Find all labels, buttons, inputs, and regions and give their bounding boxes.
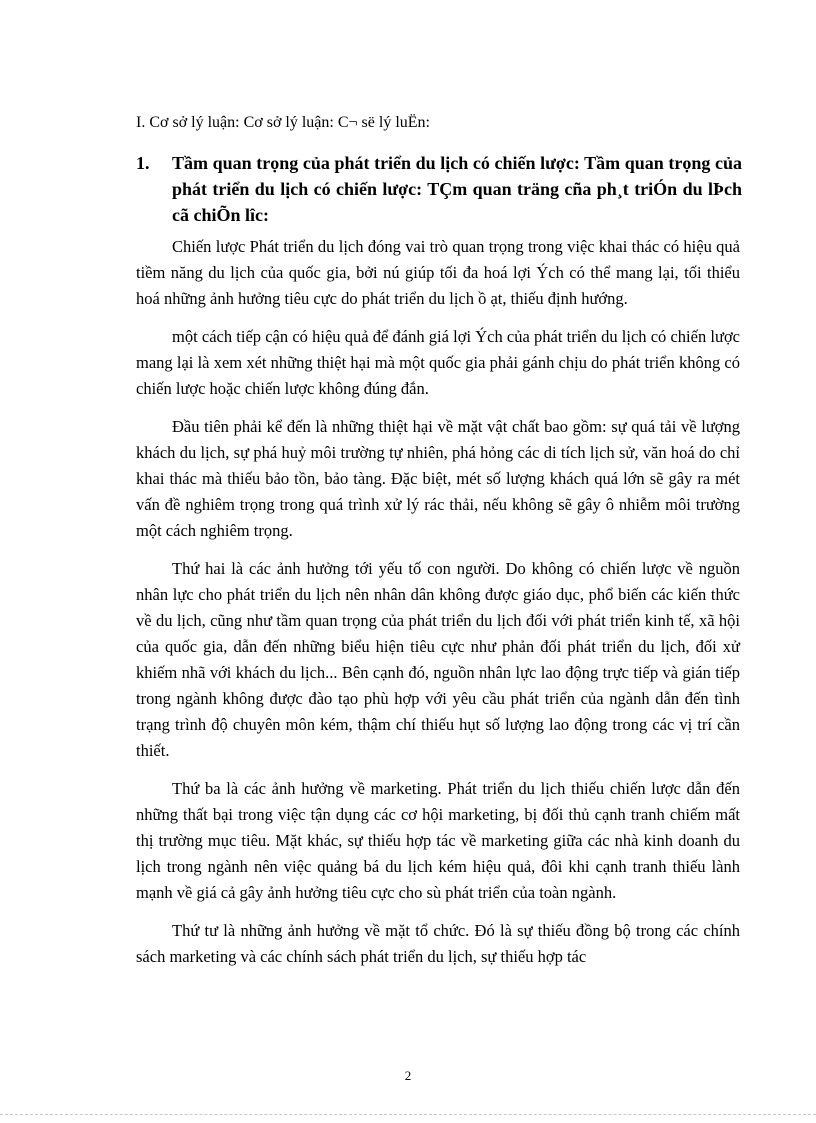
paragraph: Thứ ba là các ảnh hưởng về marketing. Phát triển du lịch thiếu chiến lược dẫn đến những thất bại trong việc tận dụng các cơ hội marketing, bị đối thủ cạnh tranh chiếm mất thị trường mục tiêu. Mặt khác, sự thiếu hợp tác về marketing giữa các nhà kinh doanh du lịch trong ngành nên việc quảng bá du lịch kém hiệu quả, đôi khi cạnh tranh thiếu lành mạnh về giá cả gây ảnh hưởng tiêu cực cho sù phát triển của toàn ngành. — [136, 779, 740, 902]
page-bottom-divider — [0, 1114, 816, 1115]
paragraph: Thứ hai là các ảnh hưởng tới yếu tố con người. Do không có chiến lược về nguồn nhân lực cho phát triển du lịch nên nhân dân không được giáo dục, phổ biến các kiến thức về du lịch, cũng như tầm quan trọng của phát triển du lịch đối với phát triển kinh tế, xã hội của quốc gia, dẫn đến những biểu hiện tiêu cực như phản đối phát triển du lịch, đối xử khiếm nhã với khách du lịch... Bên cạnh đó, nguồn nhân lực lao động trực tiếp và gián tiếp trong ngành không được đào tạo phù hợp với yêu cầu phát triển của ngành dẫn đến tình trạng trình độ chuyên môn kém, thậm chí thiếu hụt số lượng lao động trong các vị trí cần thiết. — [136, 559, 740, 760]
body-text — [136, 234, 740, 982]
section-heading: I. Cơ sở lý luận: Cơ sở lý luận: C¬ së lý luËn: — [136, 114, 430, 131]
page-number: 2 — [404, 1068, 412, 1083]
subheading — [136, 150, 742, 228]
paragraph: Thứ tư là những ảnh hưởng về mặt tổ chức. Đó là sự thiếu đồng bộ trong các chính sách marketing và các chính sách phát triển du lịch, sự thiếu hợp tác — [136, 921, 740, 966]
subheading-number: 1. — [136, 153, 150, 173]
paragraph: Đầu tiên phải kể đến là những thiệt hại về mặt vật chất bao gồm: sự quá tải về lượng khách du lịch, sự phá huỷ môi trường tự nhiên, phá hỏng các di tích lịch sử, văn hoá do chỉ khai thác mà thiếu bảo tồn, bảo tàng. Đặc biệt, mét số lượng khách quá lớn sẽ gây ra mét vấn đề nghiêm trọng trong quá trình xử lý rác thải, nếu không sẽ gây ô nhiễm môi trường một cách nghiêm trọng. — [136, 417, 740, 540]
subheading-text: Tầm quan trọng của phát triển du lịch có chiến lược: Tầm quan trọng của phát triển du lịch có chiến lược: TÇm quan träng cña ph¸t triÓn du lÞch cã chiÕn lîc: — [172, 153, 742, 225]
paragraph: Chiến lược Phát triển du lịch đóng vai trò quan trọng trong việc khai thác có hiệu quả tiềm năng du lịch của quốc gia, bởi nú giúp tối đa hoá lợi Ých có thể mang lại, tối thiểu hoá những ảnh hưởng tiêu cực do phát triển du lịch ồ ạt, thiếu định hướng. — [136, 237, 740, 308]
paragraph: một cách tiếp cận có hiệu quả để đánh giá lợi Ých của phát triển du lịch có chiến lược mang lại là xem xét những thiệt hại mà một quốc gia phải gánh chịu do phát triển không có chiến lược hoặc chiến lược không đúng đắn. — [136, 327, 740, 398]
